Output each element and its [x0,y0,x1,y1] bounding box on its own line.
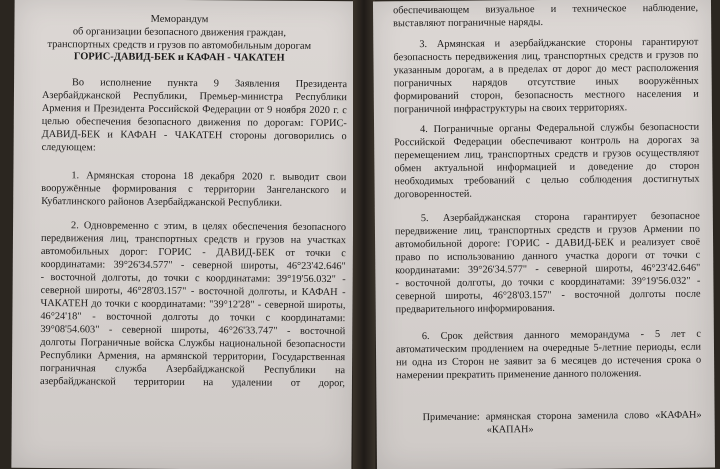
body-line: северной широты, 46°28'03.157" - восточной долготы после [395,288,701,303]
body-line: право по использованию данного участка дороги от точки с [395,249,701,264]
body-line: азербайджанской территории на удалении от дорог, [39,376,346,390]
body-line: обеспечивающем визуальное и техническое наблюдение, [392,2,699,17]
body-line: вооружённые формирования с территории Зангеланского и [41,183,347,197]
body-line: формирований сторон, безопасность местного населения и [393,88,699,103]
body-line: Кубатлинского районов Азербайджанской Республики. [41,196,283,209]
book-gutter [353,0,375,469]
body-line: 4. Пограничные органы Федеральной службы безопасности [420,121,700,136]
body-line: северной широты, 46°28'03.157" - восточной долготы, и КАФАН - [40,285,346,299]
body-line: - восточной долготы, до точки с координатами: 39°19'56.032" - [395,275,701,290]
memo-title-line: ГОРИС-ДАВИД-БЕК и КАФАН - ЧАКАТЕН [73,51,285,64]
body-line: передвижения лиц, транспортных средств и грузов на участках [40,233,346,247]
body-line: 2. Одновременно с этим, в целях обеспечения безопасного [71,220,347,234]
body-line: следующем: [41,142,96,154]
body-line: 1. Армянская сторона 18 декабря 2020 г. выводит свои [71,170,347,184]
right-page-text [373,0,711,436]
body-line: Во исполнение пункта 9 Заявления Президента [72,77,348,91]
left-page-text [15,0,355,390]
body-line: автомобильной дороге: ГОРИС - ДАВИД-БЕК и реализует своё [395,236,701,251]
body-line: целью обеспечения безопасного движения по дорогам: ГОРИС- [41,116,347,130]
body-line: передвижение лиц, транспортных средств и грузов Армении по [394,223,701,238]
body-line: ЧАКАТЕН до точки с координатами: "39°12'28" - северной широты, [40,298,346,312]
body-line: Республики Армения, на армянской территории, Государственная [40,350,346,364]
body-line: координатами: 39°26'34.577" - северной широты, 46°23'42.646" [395,262,701,277]
body-line: автоматическим продлением на очередные 5-летние периоды, если [395,341,702,356]
body-line: - восточной долготы, до точки с координатами: 39°19'56.032" - [40,272,346,286]
body-line: безопасность передвижения лиц, транспортных средств и грузов по [393,49,699,64]
note-line: Примечание: армянская сторона заменила слово «КАФАН» [422,409,702,424]
body-line: Азербайджанской Республики, Премьер-министра Республики [41,90,347,104]
body-line: обмен актуальной информацией и доведение до сторон [394,160,700,175]
memo-title-line: транспортных средств и грузов по автомобильным дорогам [47,39,312,52]
body-line: Российской Федерации обеспечивают контроль на дорогах за [394,134,700,149]
right-page [373,0,715,469]
body-line: необходимых требований с целью соблюдения достигнутых [394,173,700,188]
body-line: ни одна из Сторон не заявит за 6 месяцев до истечения срока о [396,354,702,369]
body-line: 6. Срок действия данного меморандума - 5 лет с [421,328,701,343]
body-line: перемещением лиц, транспортных средств и грузов осуществляют [394,147,700,162]
body-line: выставляют пограничные наряды. [393,17,544,30]
body-line: Армения и Президента Российской Федерации от 9 ноября 2020 г. с [41,103,347,117]
body-line: долготы Пограничные войска Службы национальной безопасности [40,337,346,351]
body-line: автомобильных дорог: ГОРИС - ДАВИД-БЕК от точки с [40,246,346,260]
body-line: предварительного информирования. [395,302,556,316]
memo-title-line: об организации безопасного движения граждан, [72,26,287,39]
left-page [11,0,354,469]
note-line: «КАПАН» [486,424,534,436]
body-line: намерении прекратить применение данного положения. [396,368,642,382]
body-line: пограничной инфраструктуры на своих территориях. [393,102,628,116]
body-line: 5. Азербайджанская сторона гарантирует безопасное [420,210,700,225]
body-line: 3. Армянская и азербайджанские стороны гарантируют [419,36,699,51]
body-line: ДАВИД-БЕК и КАФАН - ЧАКАТЕН стороны договорились о [41,129,347,143]
body-line: пограничных нарядов отсутствие иных вооружённых [393,75,699,90]
body-line: пограничная служба Азербайджанской Республики на [40,363,346,377]
memo-title: Меморандум [150,13,209,26]
body-line: 46°24'18" - восточной долготы до точки с координатами: [40,311,346,325]
body-line: 39°08'54.603" - северной широты, 46°26'33.747" - восточной [40,324,346,338]
body-line: указанным дорогам, а в пределах от дорог до мест расположения [393,62,699,77]
body-line: координатами: 39°26'34.577" - северной широты, 46°23'42.646" [40,259,346,273]
body-line: договоренностей. [394,188,473,201]
